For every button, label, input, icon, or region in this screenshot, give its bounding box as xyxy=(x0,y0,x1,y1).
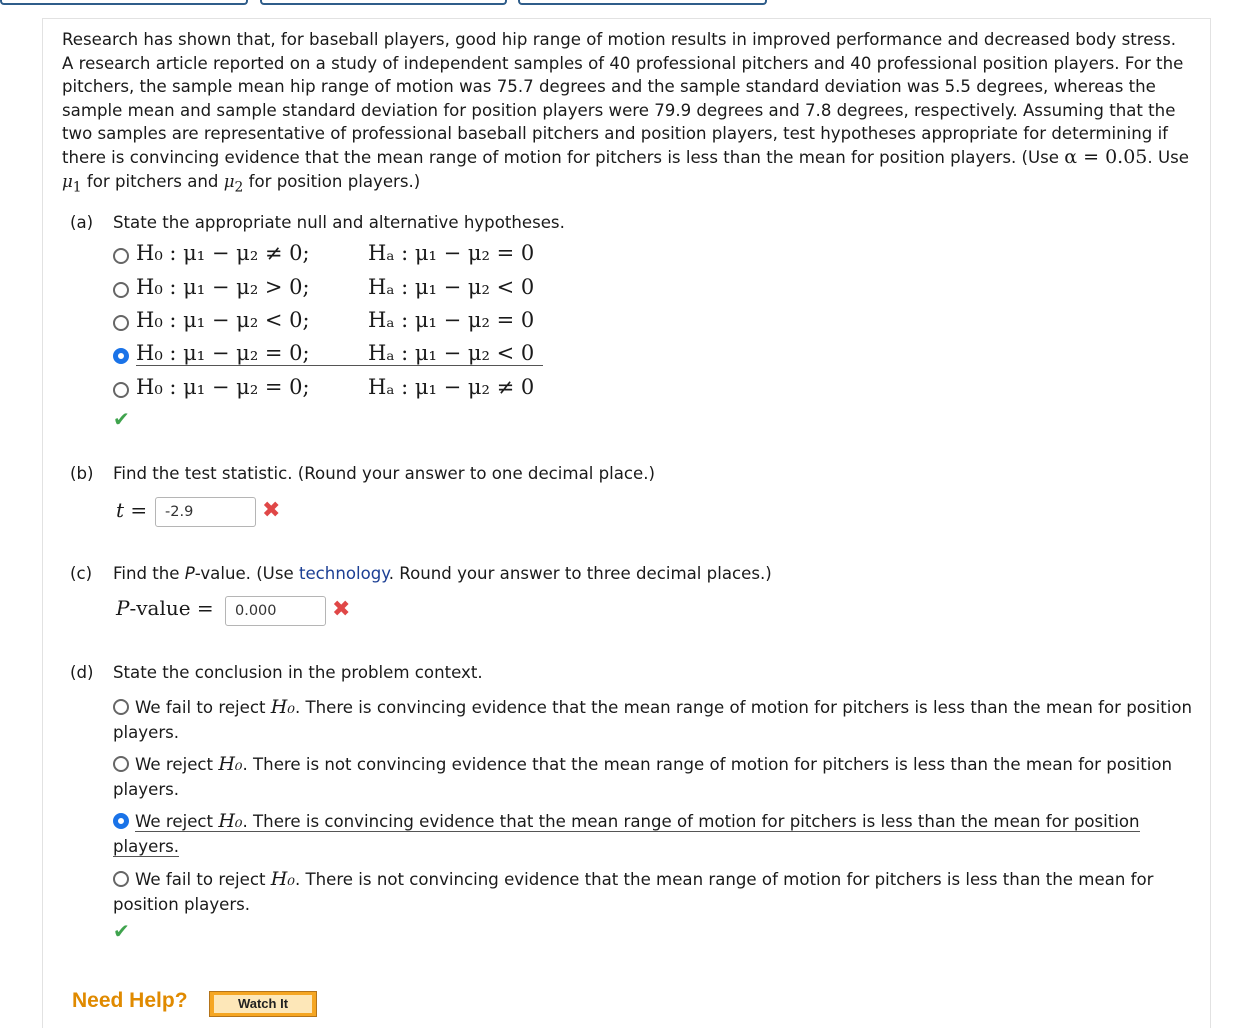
radio-button[interactable] xyxy=(113,282,129,298)
tab-1[interactable] xyxy=(0,0,248,5)
radio-button[interactable] xyxy=(113,871,129,887)
t-label: t = xyxy=(116,498,148,522)
ha-text: Hₐ : μ₁ − μ₂ < 0 xyxy=(368,341,543,366)
test-statistic-input[interactable]: -2.9 xyxy=(155,497,256,527)
part-a-label: (a) xyxy=(70,213,94,232)
top-tab-strip xyxy=(0,0,1233,8)
radio-button[interactable] xyxy=(113,248,129,264)
ha-text: Hₐ : μ₁ − μ₂ ≠ 0 xyxy=(368,375,535,399)
incorrect-x-icon: ✖ xyxy=(332,597,351,622)
part-b-prompt: Find the test statistic. (Round your answer to one decimal place.) xyxy=(113,464,656,483)
h0-text: H₀ : μ₁ − μ₂ ≠ 0; xyxy=(136,241,310,265)
part-b-label: (b) xyxy=(70,464,94,483)
tab-2[interactable] xyxy=(260,0,507,5)
problem-statement: Research has shown that, for baseball players, good hip range of motion results in improved performance and decreased body stress. A research article reported on a study of independent samples of 40 professional pitchers and 40 professional position players. For the pitchers, the sample mean hip range of motion was 75.7 degrees and the sample standard deviation was 5.5 degrees, whereas the sample mean and sample standard deviation for position players were 79.9 degrees and 7.8 degrees, respectively. Assuming that the two samples are representative of professional baseball pitchers and position players, test hypotheses appropriate for determining if there is convincing evidence that the mean range of motion for pitchers is less than the mean for position players. (Use α = 0.05. Use $\mu_1$ for pitchers and $\mu_2$ for position players.) xyxy=(62,30,1189,195)
h0-text: H₀ : μ₁ − μ₂ = 0; xyxy=(136,341,368,366)
part-a-prompt: State the appropriate null and alternative hypotheses. xyxy=(113,213,565,232)
part-d-prompt: State the conclusion in the problem context. xyxy=(113,663,483,682)
part-c-label: (c) xyxy=(70,564,93,583)
ha-text: Hₐ : μ₁ − μ₂ < 0 xyxy=(368,275,535,299)
radio-button[interactable] xyxy=(113,315,129,331)
correct-check-icon: ✔ xyxy=(113,919,130,943)
h0-text: H₀ : μ₁ − μ₂ = 0; xyxy=(136,375,310,399)
p-value-label: P-value = xyxy=(116,596,214,620)
radio-button[interactable] xyxy=(113,699,129,715)
ha-text: Hₐ : μ₁ − μ₂ = 0 xyxy=(368,241,535,265)
alpha-value: α = 0.05 xyxy=(1064,145,1148,168)
ha-text: Hₐ : μ₁ − μ₂ = 0 xyxy=(368,308,535,332)
conclusion-option-2[interactable]: We reject H₀. There is not convincing evidence that the mean range of motion for pitchers is less than the mean for position players. xyxy=(113,753,1173,799)
correct-check-icon: ✔ xyxy=(113,407,130,431)
conclusion-option-1[interactable]: We fail to reject H₀. There is convincing evidence that the mean range of motion for pitchers is less than the mean for position players. xyxy=(113,696,1192,742)
watch-it-label: Watch It xyxy=(214,995,312,1013)
need-help-label: Need Help? xyxy=(72,989,188,1012)
radio-button[interactable] xyxy=(113,756,129,772)
radio-button-selected[interactable] xyxy=(113,348,129,364)
incorrect-x-icon: ✖ xyxy=(262,498,281,523)
h0-text: H₀ : μ₁ − μ₂ < 0; xyxy=(136,308,310,332)
radio-button[interactable] xyxy=(113,382,129,398)
part-d-label: (d) xyxy=(70,663,94,682)
conclusion-option-3[interactable]: We reject H₀. There is convincing evidence that the mean range of motion for pitchers is less than the mean for position players. xyxy=(113,810,1140,856)
h0-text: H₀ : μ₁ − μ₂ > 0; xyxy=(136,275,310,299)
p-value-input[interactable]: 0.000 xyxy=(225,596,326,626)
conclusion-option-4[interactable]: We fail to reject H₀. There is not convincing evidence that the mean range of motion for pitchers is less than the mean for position players. xyxy=(113,868,1154,914)
tab-3[interactable] xyxy=(518,0,767,5)
technology-link[interactable]: technology xyxy=(298,564,389,583)
radio-button-selected[interactable] xyxy=(113,813,129,829)
part-c-prompt: Find the P-value. (Use technology. Round your answer to three decimal places.) xyxy=(113,564,772,583)
watch-it-button[interactable] xyxy=(209,991,317,1017)
